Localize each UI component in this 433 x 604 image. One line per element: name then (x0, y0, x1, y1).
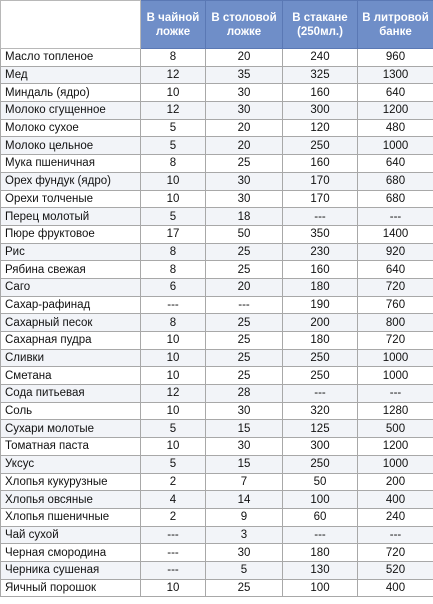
glass-value: 160 (283, 155, 358, 173)
table-row (1, 190, 433, 208)
table-row (1, 473, 433, 491)
liter-jar-value: 640 (358, 261, 433, 279)
glass-value: 250 (283, 455, 358, 473)
table-row (1, 261, 433, 279)
tablespoon-value: 25 (206, 579, 283, 597)
table-header (1, 1, 433, 49)
teaspoon-value: 10 (141, 367, 206, 385)
liter-jar-value: 1400 (358, 225, 433, 243)
teaspoon-value: 10 (141, 349, 206, 367)
liter-jar-value: 680 (358, 172, 433, 190)
glass-value: 190 (283, 296, 358, 314)
liter-jar-value: 680 (358, 190, 433, 208)
header-tablespoon: В столовой ложке (206, 1, 283, 49)
glass-value: 250 (283, 137, 358, 155)
table-row (1, 561, 433, 579)
glass-value: 250 (283, 349, 358, 367)
table-row (1, 243, 433, 261)
teaspoon-value: 2 (141, 473, 206, 491)
liter-jar-value: 500 (358, 420, 433, 438)
liter-jar-value: 760 (358, 296, 433, 314)
glass-value: --- (283, 385, 358, 403)
tablespoon-value: 25 (206, 349, 283, 367)
glass-value: 50 (283, 473, 358, 491)
tablespoon-value: 3 (206, 526, 283, 544)
liter-jar-value: 1300 (358, 66, 433, 84)
glass-value: 325 (283, 66, 358, 84)
table-row (1, 172, 433, 190)
table-row (1, 420, 433, 438)
glass-value: 60 (283, 508, 358, 526)
tablespoon-value: 30 (206, 84, 283, 102)
glass-value: 240 (283, 49, 358, 67)
liter-jar-value: 1000 (358, 137, 433, 155)
product-name: Молоко сухое (1, 119, 141, 137)
liter-jar-value: 920 (358, 243, 433, 261)
product-name: Сухари молотые (1, 420, 141, 438)
tablespoon-value: 30 (206, 190, 283, 208)
liter-jar-value: 480 (358, 119, 433, 137)
table-row (1, 526, 433, 544)
teaspoon-value: 10 (141, 172, 206, 190)
teaspoon-value: 12 (141, 385, 206, 403)
table-row (1, 455, 433, 473)
liter-jar-value: 1200 (358, 102, 433, 120)
liter-jar-value: 520 (358, 561, 433, 579)
teaspoon-value: 5 (141, 208, 206, 226)
product-name: Яичный порошок (1, 579, 141, 597)
table-row (1, 137, 433, 155)
table-row (1, 296, 433, 314)
table-row (1, 579, 433, 597)
table-row (1, 208, 433, 226)
product-name: Орех фундук (ядро) (1, 172, 141, 190)
table-row (1, 84, 433, 102)
tablespoon-value: --- (206, 296, 283, 314)
glass-value: --- (283, 526, 358, 544)
product-name: Орехи толченые (1, 190, 141, 208)
table-row (1, 155, 433, 173)
table-row (1, 102, 433, 120)
liter-jar-value: 1280 (358, 402, 433, 420)
teaspoon-value: 5 (141, 137, 206, 155)
product-name: Сахарная пудра (1, 332, 141, 350)
glass-value: 300 (283, 438, 358, 456)
teaspoon-value: 5 (141, 420, 206, 438)
glass-value: 125 (283, 420, 358, 438)
product-name: Масло топленое (1, 49, 141, 67)
liter-jar-value: 640 (358, 155, 433, 173)
glass-value: 170 (283, 190, 358, 208)
glass-value: 100 (283, 579, 358, 597)
table-row (1, 332, 433, 350)
tablespoon-value: 9 (206, 508, 283, 526)
glass-value: 180 (283, 544, 358, 562)
product-name: Мука пшеничная (1, 155, 141, 173)
glass-value: 130 (283, 561, 358, 579)
product-name: Хлопья пшеничные (1, 508, 141, 526)
teaspoon-value: 10 (141, 402, 206, 420)
table-row (1, 491, 433, 509)
tablespoon-value: 30 (206, 402, 283, 420)
product-name: Саго (1, 278, 141, 296)
glass-value: 100 (283, 491, 358, 509)
glass-value: 180 (283, 278, 358, 296)
tablespoon-value: 15 (206, 420, 283, 438)
tablespoon-value: 20 (206, 119, 283, 137)
teaspoon-value: --- (141, 561, 206, 579)
glass-value: 300 (283, 102, 358, 120)
tablespoon-value: 5 (206, 561, 283, 579)
product-name: Сахарный песок (1, 314, 141, 332)
product-name: Черная смородина (1, 544, 141, 562)
header-product (1, 1, 141, 49)
teaspoon-value: 5 (141, 119, 206, 137)
teaspoon-value: 8 (141, 49, 206, 67)
tablespoon-value: 30 (206, 102, 283, 120)
product-name: Рябина свежая (1, 261, 141, 279)
liter-jar-value: --- (358, 385, 433, 403)
liter-jar-value: 720 (358, 332, 433, 350)
product-name: Чай сухой (1, 526, 141, 544)
table-row (1, 66, 433, 84)
glass-value: 120 (283, 119, 358, 137)
glass-value: --- (283, 208, 358, 226)
tablespoon-value: 20 (206, 137, 283, 155)
liter-jar-value: 400 (358, 491, 433, 509)
tablespoon-value: 25 (206, 261, 283, 279)
header-teaspoon: В чайной ложке (141, 1, 206, 49)
teaspoon-value: --- (141, 544, 206, 562)
tablespoon-value: 30 (206, 438, 283, 456)
liter-jar-value: 1000 (358, 349, 433, 367)
table-row (1, 402, 433, 420)
glass-value: 320 (283, 402, 358, 420)
product-name: Перец молотый (1, 208, 141, 226)
tablespoon-value: 25 (206, 332, 283, 350)
liter-jar-value: 1000 (358, 367, 433, 385)
glass-value: 160 (283, 84, 358, 102)
tablespoon-value: 25 (206, 155, 283, 173)
tablespoon-value: 25 (206, 314, 283, 332)
product-name: Сливки (1, 349, 141, 367)
table-row (1, 49, 433, 67)
product-name: Пюре фруктовое (1, 225, 141, 243)
liter-jar-value: --- (358, 526, 433, 544)
teaspoon-value: 10 (141, 84, 206, 102)
liter-jar-value: 200 (358, 473, 433, 491)
tablespoon-value: 14 (206, 491, 283, 509)
tablespoon-value: 35 (206, 66, 283, 84)
tablespoon-value: 20 (206, 49, 283, 67)
liter-jar-value: 400 (358, 579, 433, 597)
teaspoon-value: 5 (141, 455, 206, 473)
teaspoon-value: 8 (141, 314, 206, 332)
liter-jar-value: 960 (358, 49, 433, 67)
product-name: Соль (1, 402, 141, 420)
liter-jar-value: 720 (358, 278, 433, 296)
table-row (1, 438, 433, 456)
teaspoon-value: 10 (141, 332, 206, 350)
product-name: Хлопья овсяные (1, 491, 141, 509)
product-name: Мед (1, 66, 141, 84)
glass-value: 230 (283, 243, 358, 261)
liter-jar-value: 1200 (358, 438, 433, 456)
table-row (1, 349, 433, 367)
glass-value: 170 (283, 172, 358, 190)
product-name: Сода питьевая (1, 385, 141, 403)
teaspoon-value: 12 (141, 102, 206, 120)
product-name: Миндаль (ядро) (1, 84, 141, 102)
teaspoon-value: 8 (141, 243, 206, 261)
teaspoon-value: 12 (141, 66, 206, 84)
header-row (1, 1, 433, 49)
glass-value: 350 (283, 225, 358, 243)
table-row (1, 508, 433, 526)
tablespoon-value: 7 (206, 473, 283, 491)
tablespoon-value: 30 (206, 544, 283, 562)
table-row (1, 367, 433, 385)
table-row (1, 225, 433, 243)
glass-value: 200 (283, 314, 358, 332)
product-name: Рис (1, 243, 141, 261)
teaspoon-value: 10 (141, 438, 206, 456)
liter-jar-value: --- (358, 208, 433, 226)
header-liter-jar: В литровой банке (358, 1, 433, 49)
liter-jar-value: 240 (358, 508, 433, 526)
product-name: Уксус (1, 455, 141, 473)
liter-jar-value: 800 (358, 314, 433, 332)
tablespoon-value: 25 (206, 367, 283, 385)
liter-jar-value: 720 (358, 544, 433, 562)
product-name: Томатная паста (1, 438, 141, 456)
tablespoon-value: 28 (206, 385, 283, 403)
teaspoon-value: 10 (141, 190, 206, 208)
tablespoon-value: 20 (206, 278, 283, 296)
table-row (1, 278, 433, 296)
table-row (1, 119, 433, 137)
teaspoon-value: --- (141, 296, 206, 314)
header-glass: В стакане (250мл.) (283, 1, 358, 49)
product-name: Сметана (1, 367, 141, 385)
product-name: Черника сушеная (1, 561, 141, 579)
tablespoon-value: 50 (206, 225, 283, 243)
teaspoon-value: 10 (141, 579, 206, 597)
teaspoon-value: --- (141, 526, 206, 544)
teaspoon-value: 8 (141, 261, 206, 279)
product-name: Молоко сгущенное (1, 102, 141, 120)
product-name: Сахар-рафинад (1, 296, 141, 314)
tablespoon-value: 25 (206, 243, 283, 261)
liter-jar-value: 1000 (358, 455, 433, 473)
tablespoon-value: 15 (206, 455, 283, 473)
teaspoon-value: 6 (141, 278, 206, 296)
table-row (1, 314, 433, 332)
tablespoon-value: 18 (206, 208, 283, 226)
glass-value: 250 (283, 367, 358, 385)
teaspoon-value: 4 (141, 491, 206, 509)
glass-value: 180 (283, 332, 358, 350)
teaspoon-value: 2 (141, 508, 206, 526)
tablespoon-value: 30 (206, 172, 283, 190)
product-name: Хлопья кукурузные (1, 473, 141, 491)
teaspoon-value: 8 (141, 155, 206, 173)
teaspoon-value: 17 (141, 225, 206, 243)
liter-jar-value: 640 (358, 84, 433, 102)
table-body (1, 49, 433, 597)
table-row (1, 544, 433, 562)
table-row (1, 385, 433, 403)
glass-value: 160 (283, 261, 358, 279)
product-name: Молоко цельное (1, 137, 141, 155)
